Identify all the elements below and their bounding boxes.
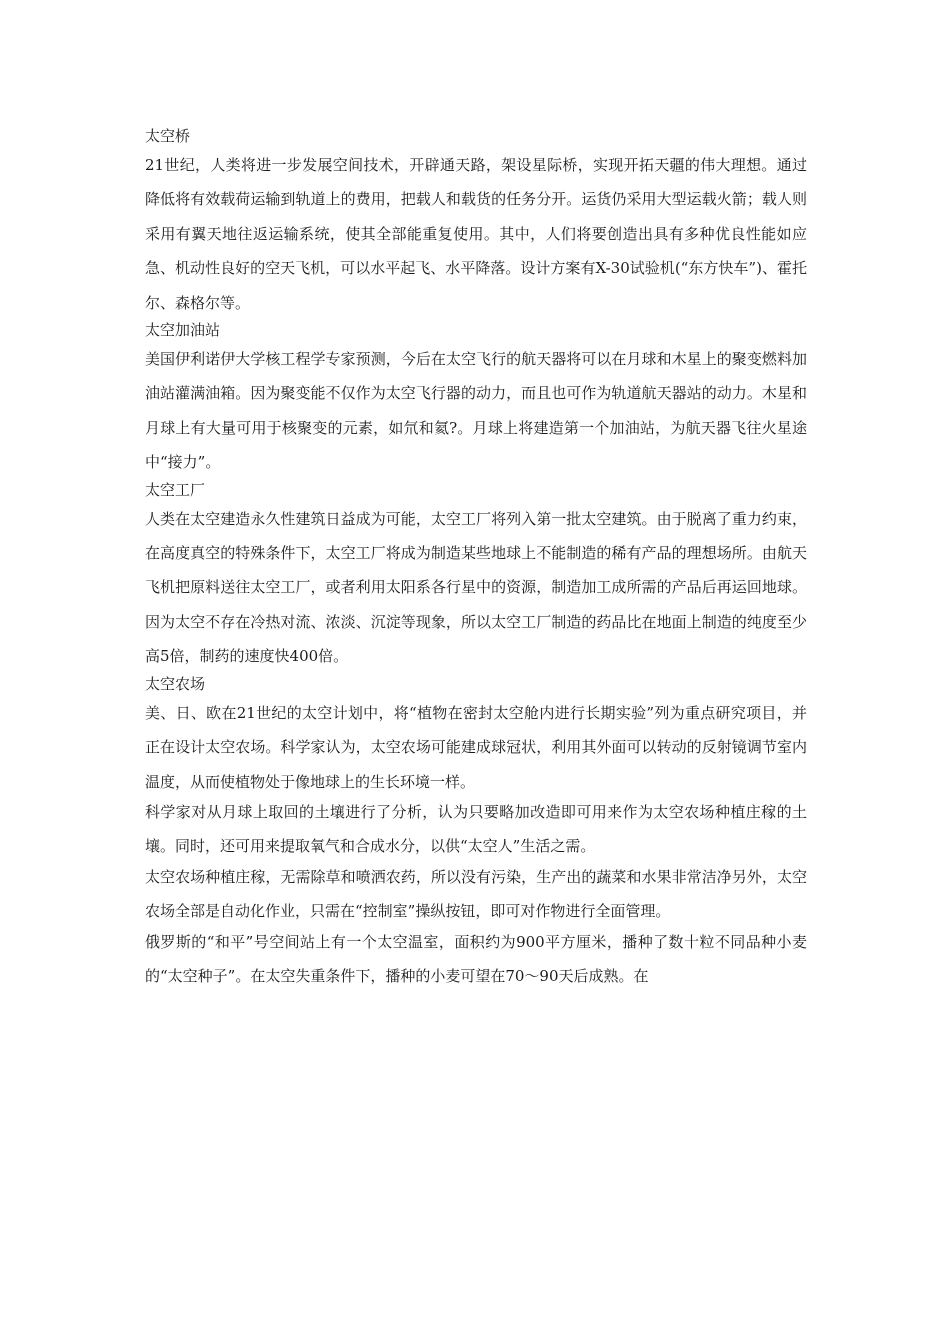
section-space-fuel-station bbox=[145, 318, 807, 480]
section-heading: 太空桥 bbox=[145, 127, 191, 145]
paragraph: 人类在太空建造永久性建筑日益成为可能，太空工厂将列入第一批太空建筑。由于脱离了重力约束，在高度真空的特殊条件下，太空工厂将成为制造某些地球上不能制造的稀有产品的理想场所。由航天飞机把原料送往太空工厂，或者利用太阳系各行星中的资源，制造加工成所需的产品后再运回地球。因为太空不存在冷热对流、浓淡、沉淀等现象，所以太空工厂制造的药品比在地面上制造的纯度至少高5倍，制药的速度快400倍。 bbox=[145, 509, 807, 666]
section-space-factory bbox=[145, 478, 807, 674]
paragraph: 美、日、欧在21世纪的太空计划中，将“植物在密封太空舱内进行长期实验”列为重点研究项目，并正在设计太空农场。科学家认为，太空农场可能建成球冠状，利用其外面可以转动的反射镜调节室内温度，从而使植物处于像地球上的生长环境一样。 bbox=[145, 703, 807, 791]
paragraph: 俄罗斯的“和平”号空间站上有一个太空温室，面积约为900平方厘米，播种了数十粒不同品种小麦的“太空种子”。在太空失重条件下，播种的小麦可望在70～90天后成熟。在 bbox=[145, 932, 807, 985]
section-heading: 太空加油站 bbox=[145, 321, 221, 340]
section-heading: 太空工厂 bbox=[145, 480, 206, 499]
section-space-farm bbox=[145, 672, 807, 994]
document-page bbox=[145, 124, 807, 989]
paragraph: 21世纪，人类将进一步发展空间技术，开辟通天路，架设星际桥，实现开拓天疆的伟大理想。通过降低将有效载荷运输到轨道上的费用，把载人和载货的任务分开。运货仍采用大型运载火箭；载人则采用有翼天地往返运输系统，使其全部能重复使用。其中，人们将要创造出具有多种优良性能如应急、机动性良好的空天飞机，可以水平起飞、水平降落。设计方案有X-30试验机(“东方快车”)、霍托尔、森格尔等。 bbox=[145, 156, 807, 312]
section-space-bridge bbox=[145, 124, 807, 320]
section-heading: 太空农场 bbox=[145, 674, 206, 693]
paragraph: 美国伊利诺伊大学核工程学专家预测，今后在太空飞行的航天器将可以在月球和木星上的聚变燃料加油站灌满油箱。因为聚变能不仅作为太空飞行器的动力，而且也可作为轨道航天器站的动力。木星和月球上有大量可用于核聚变的元素，如氘和氦?。月球上将建造第一个加油站，为航天器飞往火星途中“接力”。 bbox=[145, 350, 807, 472]
paragraph: 太空农场种植庄稼，无需除草和喷洒农药，所以没有污染，生产出的蔬菜和水果非常洁净另外，太空农场全部是自动化作业，只需在“控制室”操纵按钮，即可对作物进行全面管理。 bbox=[145, 867, 807, 921]
paragraph: 科学家对从月球上取回的土壤进行了分析，认为只要略加改造即可用来作为太空农场种植庄稼的土壤。同时，还可用来提取氧气和合成水分，以供“太空人”生活之需。 bbox=[145, 802, 807, 856]
